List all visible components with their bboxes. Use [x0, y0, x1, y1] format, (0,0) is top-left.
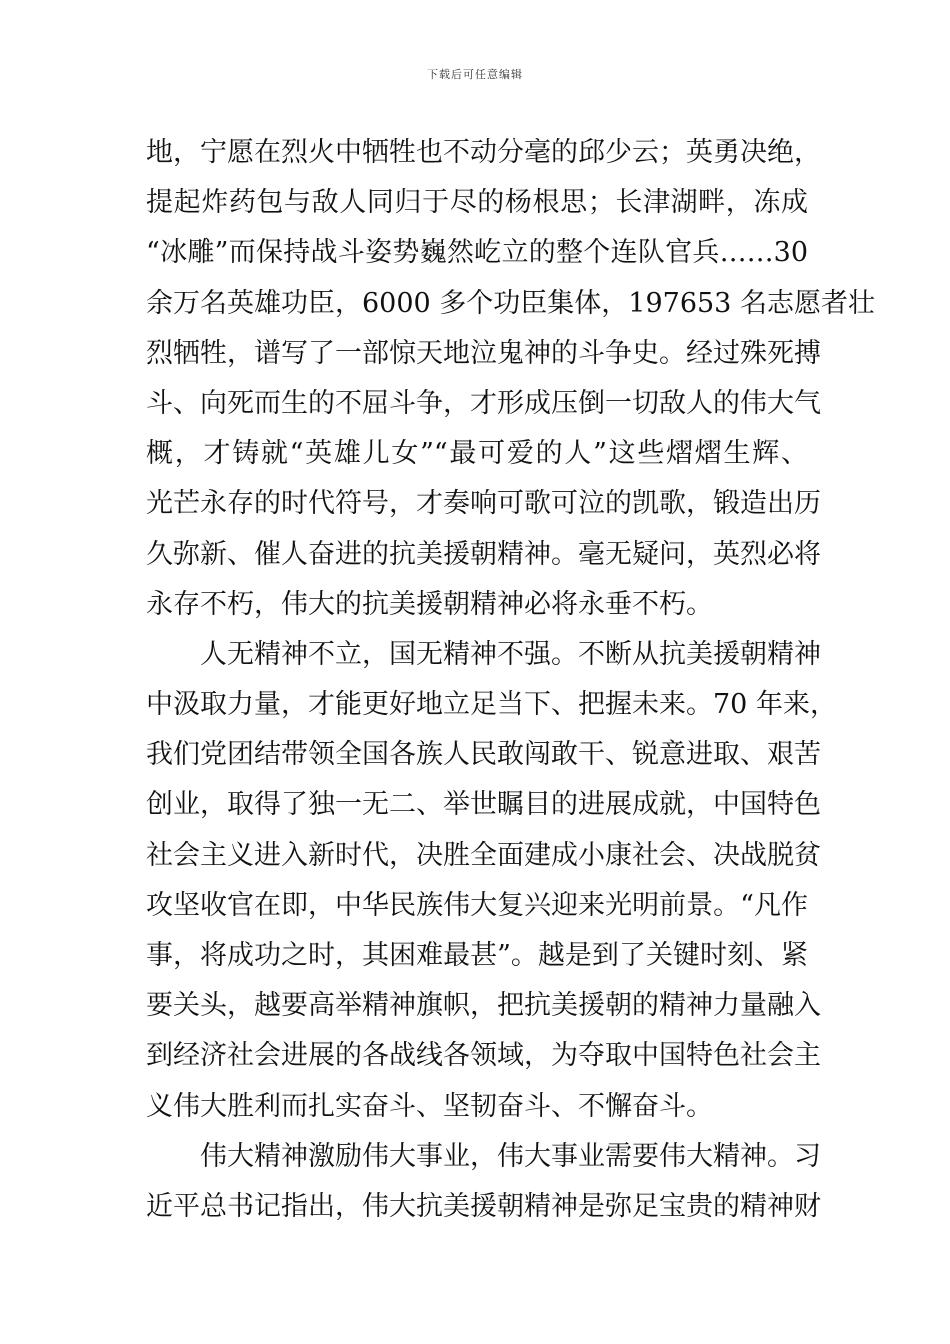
text-line: 久弥新、催人奋进的抗美援朝精神。毫无疑问，英烈必将 [146, 538, 821, 570]
text-line: 斗、向死而生的不屈斗争，才形成压倒一切敌人的伟大气 [146, 387, 821, 419]
paragraph-1 [146, 128, 875, 630]
text-line: “冰雕”而保持战斗姿势巍然屹立的整个连队官兵……30 [146, 237, 808, 269]
text-line: 余万名英雄功臣，6000 多个功臣集体，197653 名志愿者壮 [146, 287, 875, 319]
text-line: 我们党团结带领全国各族人民敢闯敢干、锐意进取、艰苦 [146, 739, 821, 771]
page-header-note: 下载后可任意编辑 [427, 68, 523, 81]
text-line: 事，将成功之时，其困难最甚”。越是到了关键时刻、紧 [146, 940, 808, 971]
text-line: 近平总书记指出，伟大抗美援朝精神是弥足宝贵的精神财 [146, 1190, 821, 1222]
document-body [146, 128, 875, 1232]
text-line: 义伟大胜利而扎实奋斗、坚韧奋斗、不懈奋斗。 [146, 1090, 713, 1122]
paragraph-2 [146, 630, 837, 1132]
text-line: 到经济社会进展的各战线各领域，为夺取中国特色社会主 [146, 1040, 821, 1072]
text-line: 地，宁愿在烈火中牺牲也不动分毫的邱少云；英勇决绝， [146, 137, 821, 168]
text-line: 攻坚收官在即，中华民族伟大复兴迎来光明前景。“凡作 [146, 889, 808, 921]
text-line: 提起炸药包与敌人同归于尽的杨根思；长津湖畔，冻成 [146, 187, 808, 219]
text-line: 烈牺牲，谱写了一部惊天地泣鬼神的斗争史。经过殊死搏 [146, 337, 821, 369]
paragraph-3 [146, 1132, 821, 1232]
text-line: 人无精神不立，国无精神不强。不断从抗美援朝精神 [200, 638, 821, 670]
text-line: 社会主义进入新时代，决胜全面建成小康社会、决战脱贫 [146, 839, 821, 871]
text-line: 创业，取得了独一无二、举世瞩目的进展成就，中国特色 [146, 789, 821, 821]
text-line: 中汲取力量，才能更好地立足当下、把握未来。70 年来， [146, 689, 837, 721]
text-line: 永存不朽，伟大的抗美援朝精神必将永垂不朽。 [146, 588, 713, 620]
text-line: 伟大精神激励伟大事业，伟大事业需要伟大精神。习 [200, 1140, 821, 1172]
text-line: 要关头，越要高举精神旗帜，把抗美援朝的精神力量融入 [146, 990, 821, 1022]
text-line: 光芒永存的时代符号，才奏响可歌可泣的凯歌，锻造出历 [146, 488, 821, 520]
text-line: 概，才铸就“英雄儿女”“最可爱的人”这些熠熠生辉、 [146, 438, 808, 470]
